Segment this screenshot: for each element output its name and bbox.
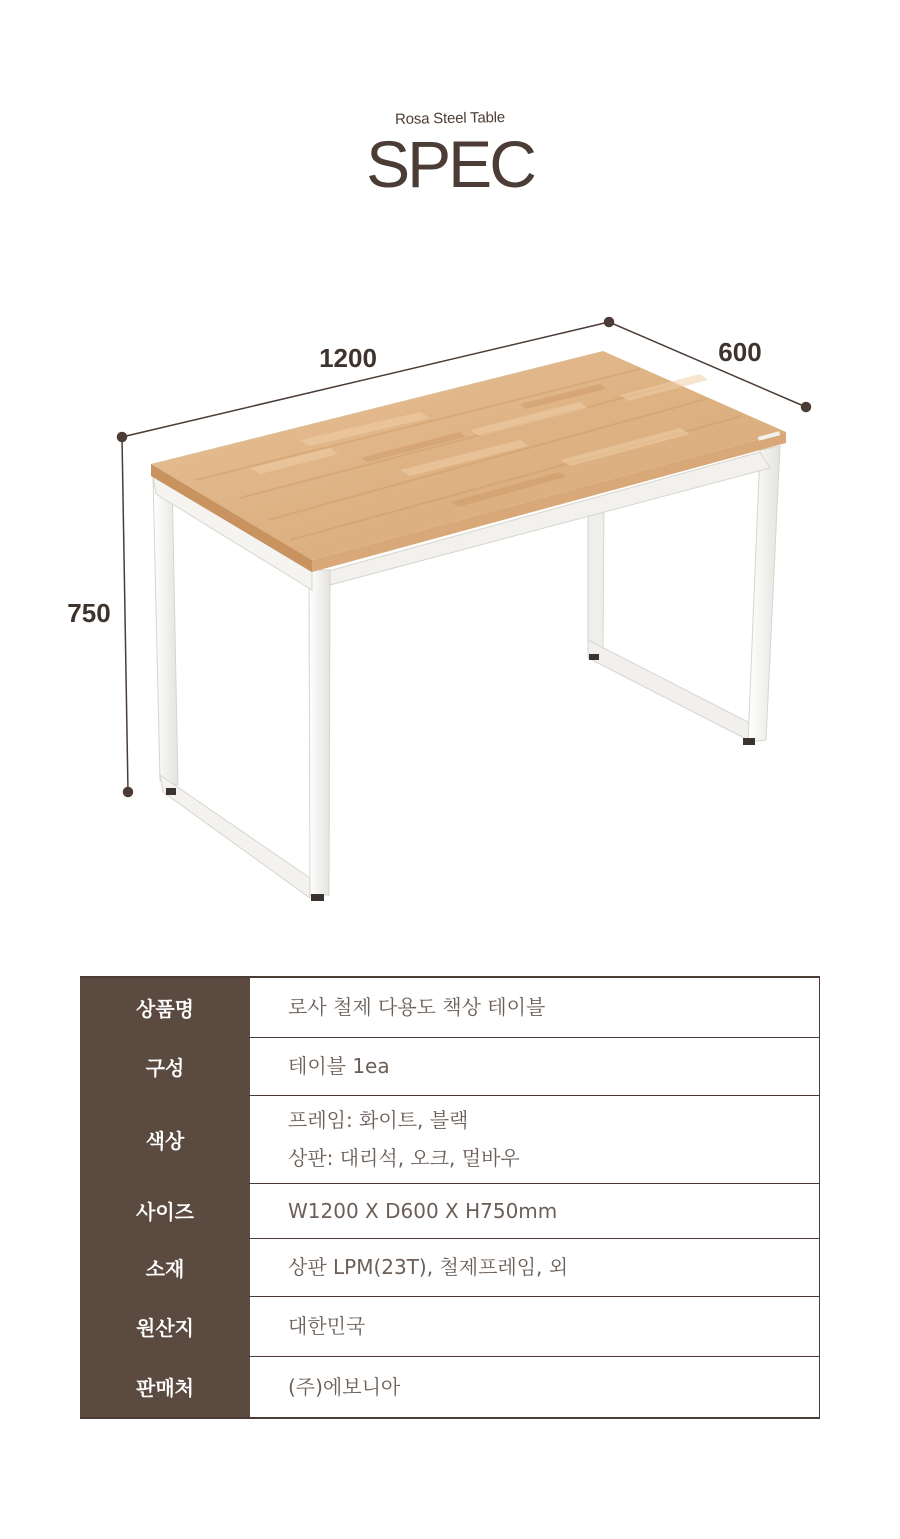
spec-value-line: 대한민국 — [288, 1314, 366, 1338]
spec-label: 소재 — [80, 1238, 250, 1296]
page-title: SPEC — [366, 127, 534, 201]
dimension-dot — [124, 788, 133, 797]
depth-dimension-label: 600 — [718, 337, 762, 367]
spec-label: 원산지 — [80, 1296, 250, 1356]
spec-row — [80, 1296, 820, 1356]
spec-row — [80, 977, 820, 1037]
spec-value — [250, 1356, 820, 1418]
spec-table — [80, 976, 820, 1419]
spec-label: 판매처 — [80, 1356, 250, 1418]
spec-row — [80, 1183, 820, 1238]
spec-value — [250, 1095, 820, 1183]
spec-value — [250, 1238, 820, 1296]
spec-value — [250, 1183, 820, 1238]
spec-row — [80, 1238, 820, 1296]
dimension-dot — [802, 403, 811, 412]
spec-value-line: 테이블 1ea — [288, 1054, 390, 1078]
spec-value-line: 상판: 대리석, 오크, 멀바우 — [288, 1146, 520, 1170]
spec-value-line: (주)에보니아 — [288, 1374, 401, 1399]
table-dimension-diagram — [0, 300, 900, 920]
spec-label: 색상 — [80, 1095, 250, 1183]
spec-row — [80, 1356, 820, 1418]
spec-row — [80, 1095, 820, 1183]
height-dimension-label: 750 — [67, 598, 111, 628]
spec-value — [250, 977, 820, 1037]
dimension-dot — [118, 433, 127, 442]
spec-value-line: 상판 LPM(23T), 철제프레임, 외 — [288, 1255, 569, 1279]
dimension-dot — [605, 318, 614, 327]
spec-value-line: 프레임: 화이트, 블랙 — [288, 1108, 469, 1132]
width-dimension-label: 1200 — [319, 343, 377, 373]
spec-label: 사이즈 — [80, 1183, 250, 1238]
spec-value-line: W1200 X D600 X H750mm — [288, 1198, 558, 1223]
spec-value — [250, 1296, 820, 1356]
product-subtitle: Rosa Steel Table — [394, 109, 506, 128]
spec-value — [250, 1037, 820, 1095]
spec-label: 상품명 — [80, 977, 250, 1037]
spec-row — [80, 1037, 820, 1095]
spec-label: 구성 — [80, 1037, 250, 1095]
spec-value-line: 로사 철제 다용도 책상 테이블 — [288, 995, 546, 1020]
